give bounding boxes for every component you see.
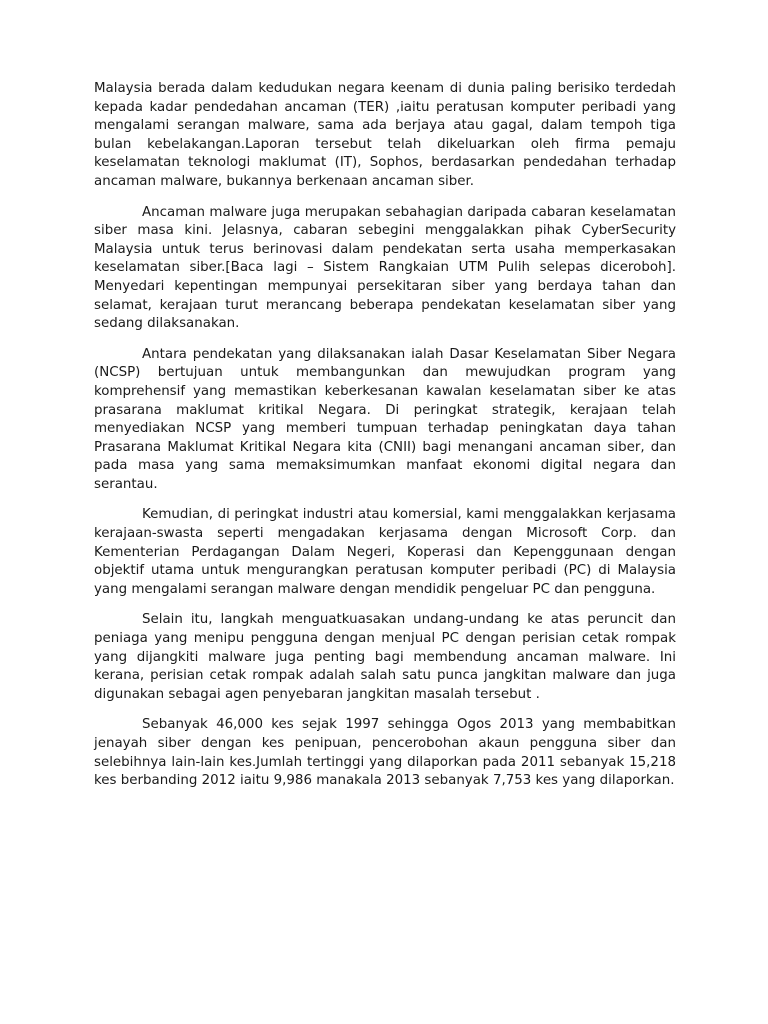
paragraph-3: Antara pendekatan yang dilaksanakan ialah Dasar Keselamatan Siber Negara (NCSP) bertujuan untuk membangunkan dan mewujudkan program yang komprehensif yang memastikan keberkesanan kawalan keselamatan siber ke atas prasarana maklumat kritikal Negara. Di peringkat strategik, kerajaan telah menyediakan NCSP yang memberi tumpuan terhadap peningkatan daya tahan Prasarana Maklumat Kritikal Negara kita (CNII) bagi menangani ancaman siber, dan pada masa yang sama memaksimumkan manfaat ekonomi digital negara dan serantau. — [94, 346, 676, 492]
paragraph-4: Kemudian, di peringkat industri atau komersial, kami menggalakkan kerjasama kerajaan-swasta seperti mengadakan kerjasama dengan Microsoft Corp. dan Kementerian Perdagangan Dalam Negeri, Koperasi dan Kepenggunaan dengan objektif utama untuk mengurangkan peratusan komputer peribadi (PC) di Malaysia yang mengalami serangan malware dengan mendidik pengeluar PC dan pengguna. — [94, 507, 676, 597]
document-body — [94, 80, 676, 803]
paragraph-1: Malaysia berada dalam kedudukan negara keenam di dunia paling berisiko terdedah kepada kadar pendedahan ancaman (TER) ,iaitu peratusan komputer peribadi yang mengalami serangan malware, sama ada berjaya atau gagal, dalam tempoh tiga bulan kebelakangan.Laporan tersebut telah dikeluarkan oleh firma pemaju keselamatan teknologi maklumat (IT), Sophos, berdasarkan pendedahan terhadap ancaman malware, bukannya berkenaan ancaman siber. — [94, 81, 676, 189]
paragraph-5: Selain itu, langkah menguatkuasakan undang-undang ke atas peruncit dan peniaga yang menipu pengguna dengan menjual PC dengan perisian cetak rompak yang dijangkiti malware juga penting bagi membendung ancaman malware. Ini kerana, perisian cetak rompak adalah salah satu punca jangkitan malware dan juga digunakan sebagai agen penyebaran jangkitan masalah tersebut . — [94, 612, 676, 702]
paragraph-6: Sebanyak 46,000 kes sejak 1997 sehingga Ogos 2013 yang membabitkan jenayah siber dengan kes penipuan, pencerobohan akaun pengguna siber dan selebihnya lain-lain kes.Jumlah tertinggi yang dilaporkan pada 2011 sebanyak 15,218 kes berbanding 2012 iaitu 9,986 manakala 2013 sebanyak 7,753 kes yang dilaporkan. — [94, 717, 676, 789]
paragraph-2: Ancaman malware juga merupakan sebahagian daripada cabaran keselamatan siber masa kini. Jelasnya, cabaran sebegini menggalakkan pihak CyberSecurity Malaysia untuk terus berinovasi dalam pendekatan serta usaha memperkasakan keselamatan siber.[Baca lagi – Sistem Rangkaian UTM Pulih selepas diceroboh]. Menyedari kepentingan mempunyai persekitaran siber yang berdaya tahan dan selamat, kerajaan turut merancang beberapa pendekatan keselamatan siber yang sedang dilaksanakan. — [94, 204, 676, 332]
